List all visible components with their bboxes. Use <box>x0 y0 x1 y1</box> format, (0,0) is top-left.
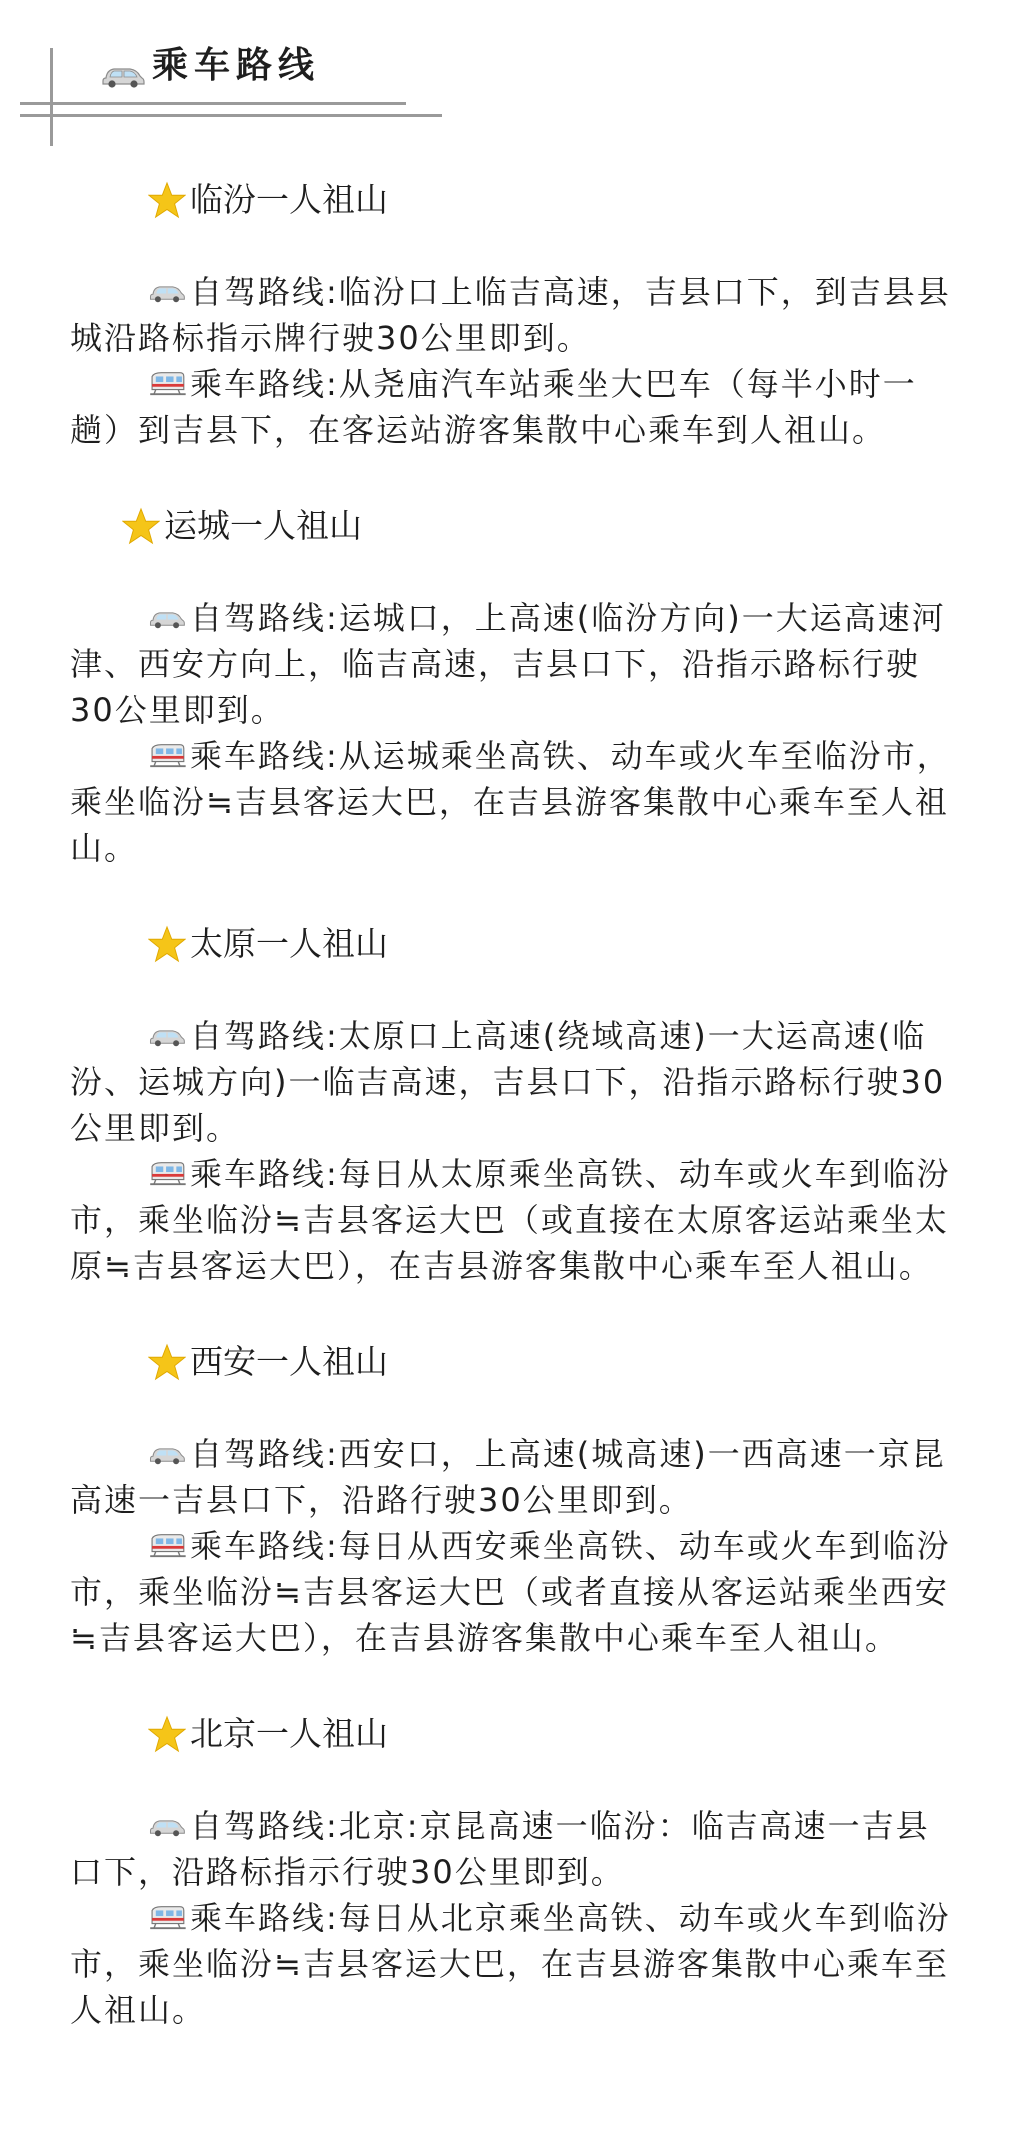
section-heading-text: 太原一人祖山 <box>190 924 388 963</box>
section-heading-text: 运城一人祖山 <box>164 506 362 545</box>
route-section <box>70 919 960 1289</box>
drive-route-text: 自驾路线:西安口，上高速(城高速)一西高速一京昆高速一吉县口下，沿路行驶30公里即到。 <box>70 1435 946 1519</box>
transit-route-text: 乘车路线:从尧庙汽车站乘坐大巴车（每半小时一趟）到吉县下，在客运站游客集散中心乘车到人祖山。 <box>70 365 917 449</box>
section-heading <box>122 501 960 551</box>
section-heading <box>148 1337 960 1387</box>
train-icon <box>148 1903 186 1931</box>
star-icon <box>148 181 186 219</box>
car-icon <box>148 1439 186 1467</box>
route-section <box>70 175 960 453</box>
routes-content <box>70 175 960 2081</box>
header-vertical-rule <box>50 48 53 146</box>
transit-route-paragraph <box>70 361 960 453</box>
train-icon <box>148 741 186 769</box>
drive-route-paragraph <box>70 269 960 361</box>
section-heading <box>148 919 960 969</box>
drive-route-paragraph <box>70 595 960 733</box>
train-icon <box>148 1531 186 1559</box>
star-icon <box>122 507 160 545</box>
drive-route-paragraph <box>70 1431 960 1523</box>
header-rule-lower <box>20 114 442 117</box>
transit-route-paragraph <box>70 1151 960 1289</box>
train-icon <box>148 1159 186 1187</box>
train-icon <box>148 369 186 397</box>
route-section <box>70 501 960 871</box>
section-heading-text: 临汾一人祖山 <box>190 180 388 219</box>
route-section <box>70 1337 960 1661</box>
section-heading <box>148 1709 960 1759</box>
drive-route-paragraph <box>70 1013 960 1151</box>
car-icon <box>148 1811 186 1839</box>
transit-route-paragraph <box>70 733 960 871</box>
car-icon <box>148 1021 186 1049</box>
page-title: 乘车路线 <box>152 45 321 86</box>
star-icon <box>148 925 186 963</box>
drive-route-paragraph <box>70 1803 960 1895</box>
transit-route-paragraph <box>70 1895 960 2033</box>
star-icon <box>148 1343 186 1381</box>
drive-route-text: 自驾路线:太原口上高速(绕域高速)一大运高速(临汾、运城方向)一临吉高速，吉县口下，沿指示路标行驶30公里即到。 <box>70 1017 946 1147</box>
car-icon <box>100 60 146 88</box>
section-heading-text: 北京一人祖山 <box>190 1714 388 1753</box>
car-icon <box>148 277 186 305</box>
section-heading-text: 西安一人祖山 <box>190 1342 388 1381</box>
star-icon <box>148 1715 186 1753</box>
drive-route-text: 自驾路线:北京:京昆高速一临汾：临吉高速一吉县口下，沿路标指示行驶30公里即到。 <box>70 1807 930 1891</box>
transit-route-text: 乘车路线:从运城乘坐高铁、动车或火车至临汾市，乘坐临汾≒吉县客运大巴，在吉县游客集散中心乘车至人祖山。 <box>70 737 951 867</box>
route-section <box>70 1709 960 2033</box>
section-heading <box>148 175 960 225</box>
car-icon <box>148 603 186 631</box>
page-header <box>0 0 1015 160</box>
transit-route-paragraph <box>70 1523 960 1661</box>
drive-route-text: 自驾路线:运城口，上高速(临汾方向)一大运高速河津、西安方向上，临吉高速，吉县口下，沿指示路标行驶30公里即到。 <box>70 599 946 729</box>
header-rule-upper <box>20 102 406 105</box>
transit-route-text: 乘车路线:每日从北京乘坐高铁、动车或火车到临汾市，乘坐临汾≒吉县客运大巴，在吉县游客集散中心乘车至人祖山。 <box>70 1899 951 2029</box>
drive-route-text: 自驾路线:临汾口上临吉高速，吉县口下，到吉县县城沿路标指示牌行驶30公里即到。 <box>70 273 951 357</box>
transit-route-text: 乘车路线:每日从西安乘坐高铁、动车或火车到临汾市，乘坐临汾≒吉县客运大巴（或者直接从客运站乘坐西安≒吉县客运大巴），在吉县游客集散中心乘车至人祖山。 <box>70 1527 951 1657</box>
transit-route-text: 乘车路线:每日从太原乘坐高铁、动车或火车到临汾市，乘坐临汾≒吉县客运大巴（或直接在太原客运站乘坐太原≒吉县客运大巴），在吉县游客集散中心乘车至人祖山。 <box>70 1155 951 1285</box>
